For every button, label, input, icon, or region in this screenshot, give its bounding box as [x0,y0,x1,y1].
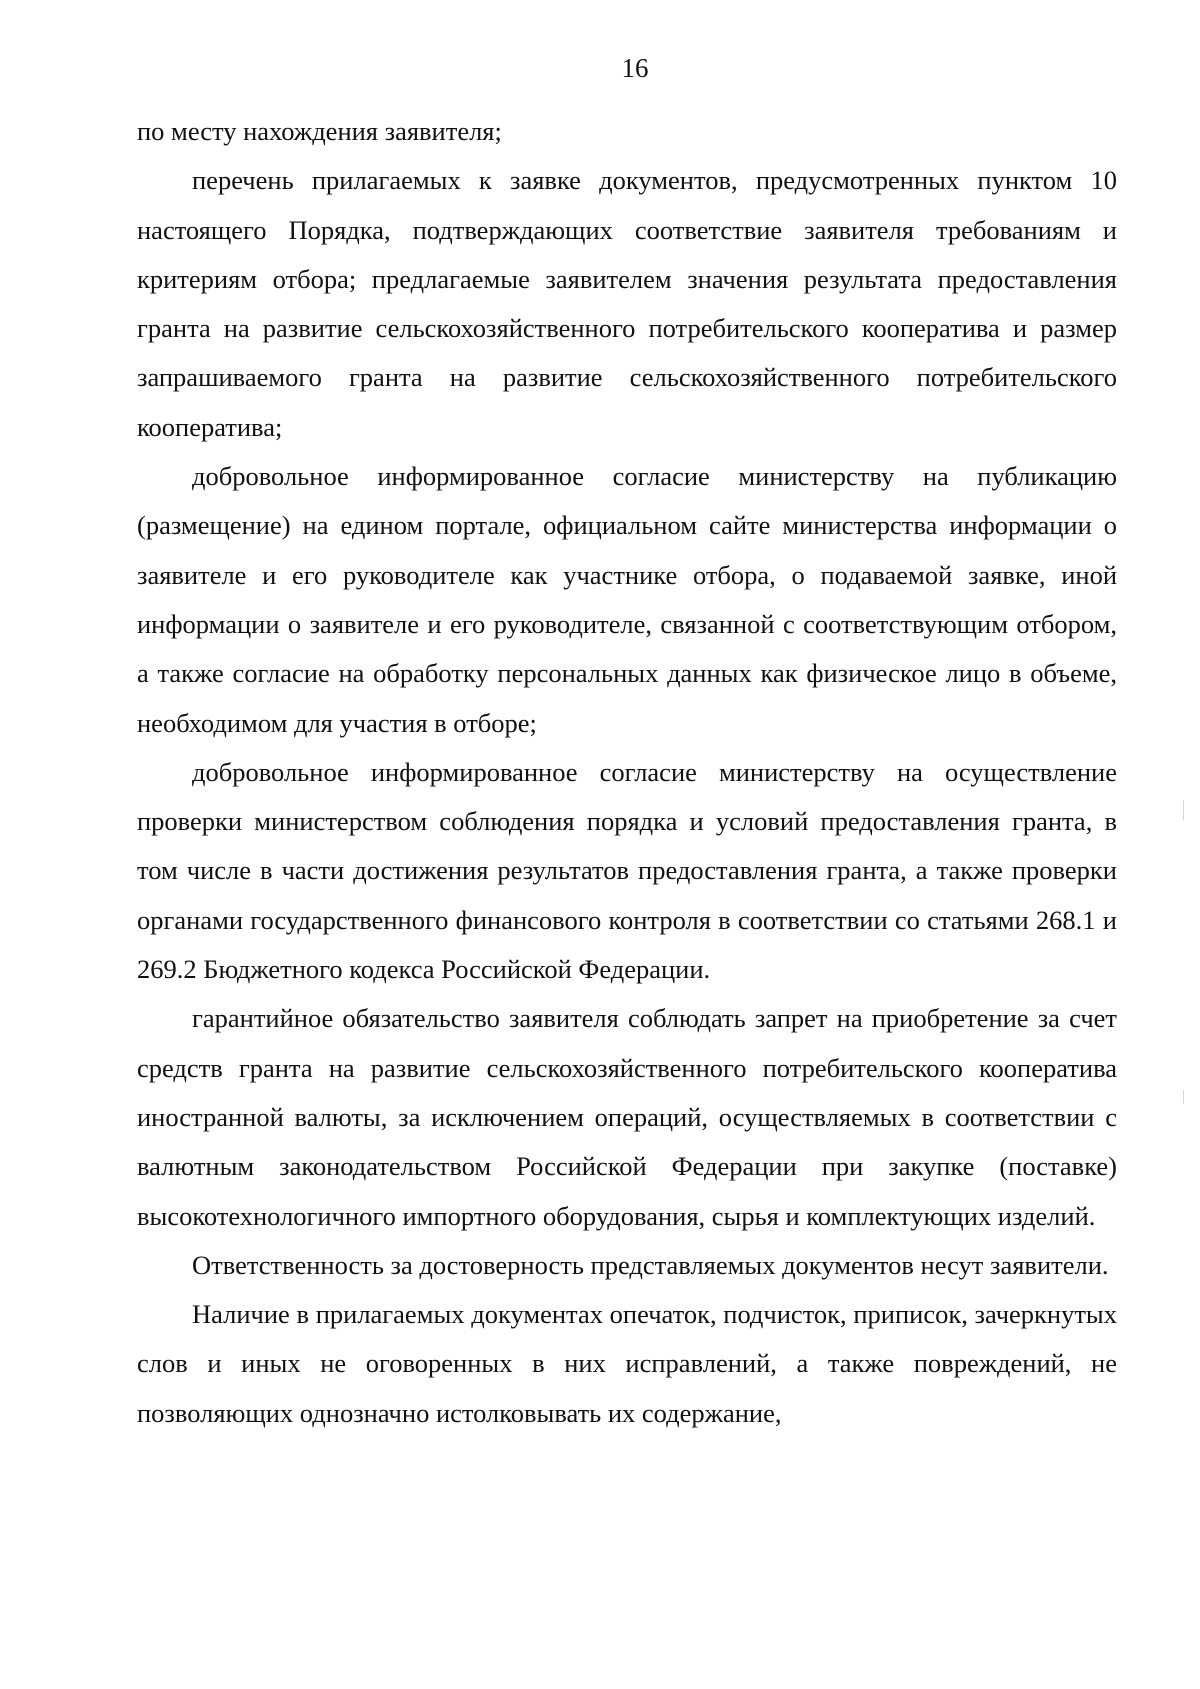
scan-artefact [1183,800,1184,820]
paragraph-1: по месту нахождения заявителя; [137,116,502,146]
paragraph-5: гарантийное обязательство заявителя соблюдать запрет на приобретение за счет средств гранта на развитие сельскохозяйственного потребительского кооператива иностранной валюты, за исключением операций, осуществляемых в соответствии с валютным законодательством Российской Федерации при закупке (поставке) высокотехнологичного импортного оборудования, сырья и комплектующих изделий. [137,1003,1117,1231]
paragraph-2: перечень прилагаемых к заявке документов, предусмотренных пунктом 10 настоящего Порядка, подтверждающих соответствие заявителя требованиям и критериям отбора; предлагаемые заявителем значения результата предоставления гранта на развитие сельскохозяйственного потребительского кооператива и размер запрашиваемого гранта на развитие сельскохозяйственного потребительского кооператива; [137,165,1117,442]
paragraph-4: добровольное информированное согласие министерству на осуществление проверки министерством соблюдения порядка и условий предоставления гранта, в том числе в части достижения результатов предоставления гранта, а также проверки органами государственного финансового контроля в соответствии со статьями 268.1 и 269.2 Бюджетного кодекса Российской Федерации. [137,756,1117,985]
document-body [137,107,1117,1438]
page-number: 16 [621,53,649,83]
paragraph-6: Ответственность за достоверность представляемых документов несут заявители. [192,1249,1109,1280]
paragraph-7: Наличие в прилагаемых документах опечаток, подчисток, приписок, зачеркнутых слов и иных не оговоренных в них исправлений, а также повреждений, не позволяющих однозначно истолковывать их содержание, [137,1299,1117,1428]
scan-artefact [1183,1090,1184,1104]
paragraph-3: добровольное информированное согласие министерству на публикацию (размещение) на едином портале, официальном сайте министерства информации о заявителе и его руководителе как участнике отбора, о подаваемой заявке, иной информации о заявителе и его руководителе, связанной с соответствующим отбором, а также согласие на обработку персональных данных как физическое лицо в объеме, необходимом для участия в отборе; [137,461,1117,738]
